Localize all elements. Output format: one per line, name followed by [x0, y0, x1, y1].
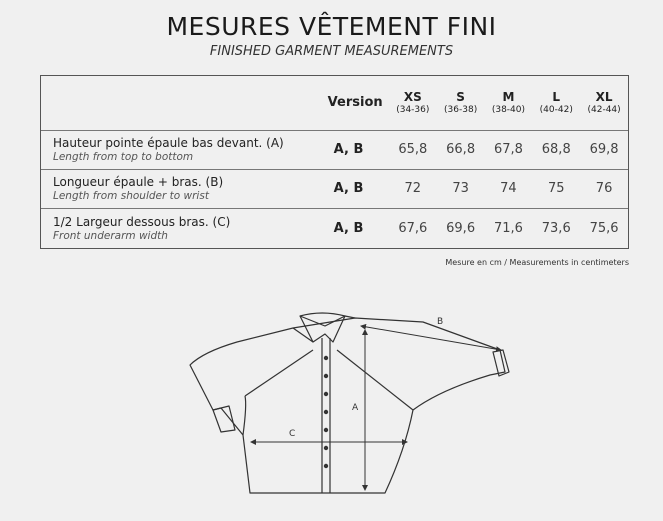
size-code: XS [403, 90, 422, 105]
description-fr: Hauteur pointe épaule bas devant. (A) [53, 136, 284, 151]
value-cell: 74 [500, 181, 517, 197]
value-cell: 75,6 [589, 221, 619, 237]
value-cell: 68,8 [541, 142, 571, 158]
size-header-xs [389, 76, 437, 130]
value-cell: 67,8 [493, 142, 523, 158]
measure-a-label: A [352, 403, 359, 413]
table-row [41, 209, 628, 248]
size-code: M [502, 90, 515, 105]
value-cell: 69,8 [589, 142, 619, 158]
page-subtitle: FINISHED GARMENT MEASUREMENTS [209, 44, 454, 59]
measurements-table [40, 75, 629, 249]
measure-c-label: C [289, 429, 296, 439]
units-note: Mesure en cm / Measurements in centimeters [445, 258, 629, 267]
header-blank [41, 76, 316, 130]
value-cell: 72 [404, 181, 422, 197]
value-cell: 71,6 [493, 221, 523, 237]
value-cell: 67,6 [398, 221, 428, 237]
measure-b-label: B [437, 317, 444, 327]
row-version: A, B [333, 221, 364, 237]
value-cell: 73 [452, 181, 469, 197]
size-header-s [437, 76, 485, 130]
size-range: (36-38) [444, 105, 478, 116]
row-version: A, B [333, 142, 364, 158]
size-range: (38-40) [491, 105, 526, 116]
size-range: (42-44) [587, 105, 621, 116]
size-header-xl [580, 76, 628, 130]
table-header-row [41, 76, 628, 130]
row-description [41, 130, 316, 169]
size-range: (40-42) [539, 105, 573, 116]
size-header-m [485, 76, 533, 130]
value-cell: 76 [595, 181, 613, 197]
left-cuff [213, 406, 235, 432]
row-description [41, 209, 316, 248]
description-en: Length from top to bottom [53, 151, 194, 164]
table-row [41, 169, 628, 208]
buttons [324, 356, 328, 468]
shirt-diagram [185, 310, 525, 515]
page-title: MESURES VÊTEMENT FINI [166, 12, 497, 41]
measure-b-line [361, 326, 501, 350]
description-en: Length from shoulder to wrist [53, 190, 209, 203]
version-header: Version [327, 95, 383, 111]
row-description [41, 169, 316, 208]
description-fr: 1/2 Largeur dessous bras. (C) [53, 215, 231, 230]
value-cell: 66,8 [446, 142, 476, 158]
value-cell: 73,6 [541, 221, 571, 237]
size-code: XL [595, 90, 613, 105]
size-code: S [456, 90, 465, 105]
shirt-body-outline [190, 318, 505, 493]
size-header-l [532, 76, 580, 130]
size-range: (34-36) [396, 105, 430, 116]
size-code: L [552, 90, 561, 105]
description-fr: Longueur épaule + bras. (B) [53, 175, 224, 190]
description-en: Front underarm width [53, 230, 168, 243]
value-cell: 65,8 [398, 142, 428, 158]
table-row [41, 130, 628, 169]
value-cell: 75 [547, 181, 565, 197]
row-version: A, B [333, 181, 364, 197]
value-cell: 69,6 [446, 221, 476, 237]
